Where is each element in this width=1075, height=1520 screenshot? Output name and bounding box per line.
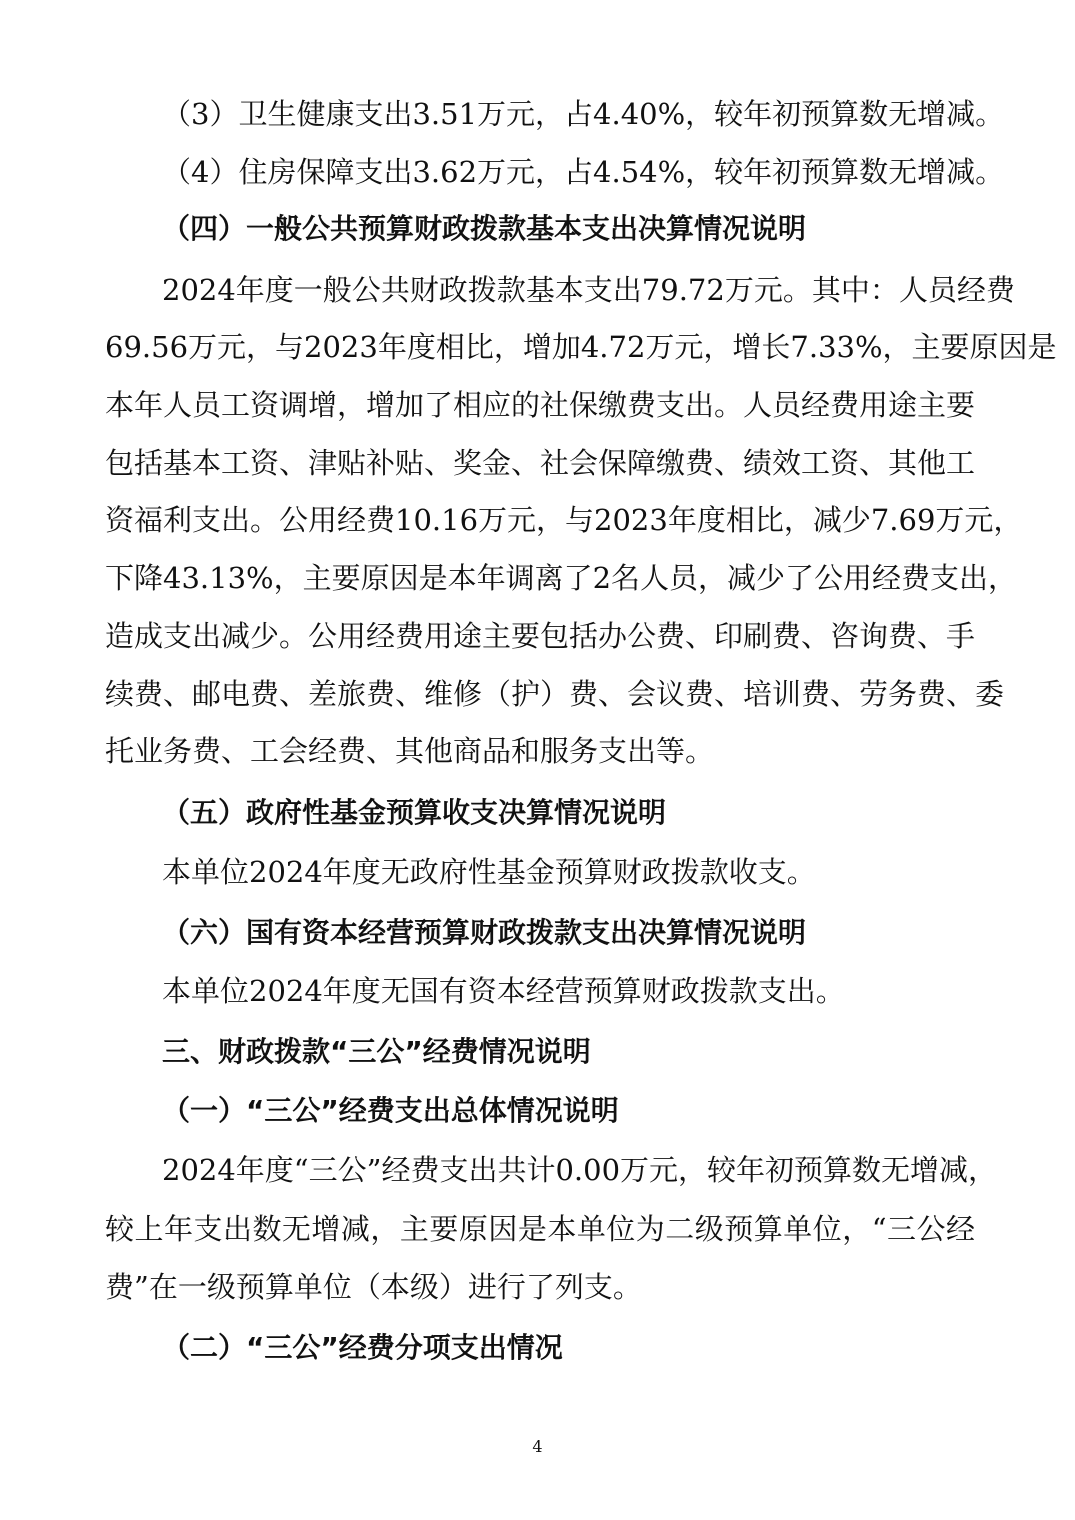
text-line: （3）卫生健康支出3.51万元，占4.40%，较年初预算数无增减。 — [162, 97, 1005, 131]
section-heading: （四）一般公共预算财政拨款基本支出决算情况说明 — [162, 212, 807, 245]
text-line: 本年人员工资调增，增加了相应的社保缴费支出。人员经费用途主要 — [105, 388, 976, 422]
section-heading: （五）政府性基金预算收支决算情况说明 — [162, 796, 667, 829]
text-line: （4）住房保障支出3.62万元，占4.54%，较年初预算数无增减。 — [162, 155, 1005, 189]
text-line: 本单位2024年度无国有资本经营预算财政拨款支出。 — [162, 974, 845, 1008]
section-heading: （一）“三公”经费支出总体情况说明 — [162, 1094, 619, 1127]
text-line: 69.56万元，与2023年度相比，增加4.72万元，增长7.33%，主要原因是 — [105, 330, 1057, 364]
text-line: 托业务费、工会经费、其他商品和服务支出等。 — [105, 734, 715, 768]
section-heading: （六）国有资本经营预算财政拨款支出决算情况说明 — [162, 916, 807, 949]
section-heading: （二）“三公”经费分项支出情况 — [162, 1331, 563, 1364]
text-line: 造成支出减少。公用经费用途主要包括办公费、印刷费、咨询费、手 — [105, 619, 976, 653]
text-line: 费”在一级预算单位（本级）进行了列支。 — [105, 1270, 642, 1304]
page-number: 4 — [532, 1437, 543, 1456]
text-line: 下降43.13%，主要原因是本年调离了2名人员，减少了公用经费支出， — [105, 561, 1018, 595]
text-line: 续费、邮电费、差旅费、维修（护）费、会议费、培训费、劳务费、委 — [105, 677, 1005, 711]
text-line: 资福利支出。公用经费10.16万元，与2023年度相比，减少7.69万元， — [105, 503, 1023, 537]
text-line: 包括基本工资、津贴补贴、奖金、社会保障缴费、绩效工资、其他工 — [105, 446, 976, 480]
section-heading: 三、财政拨款“三公”经费情况说明 — [162, 1035, 591, 1068]
text-line: 2024年度一般公共财政拨款基本支出79.72万元。其中：人员经费 — [162, 273, 1015, 307]
text-line: 2024年度“三公”经费支出共计0.00万元，较年初预算数无增减， — [162, 1153, 998, 1187]
text-line: 本单位2024年度无政府性基金预算财政拨款收支。 — [162, 855, 816, 889]
text-line: 较上年支出数无增减，主要原因是本单位为二级预算单位，“三公经 — [105, 1212, 975, 1246]
